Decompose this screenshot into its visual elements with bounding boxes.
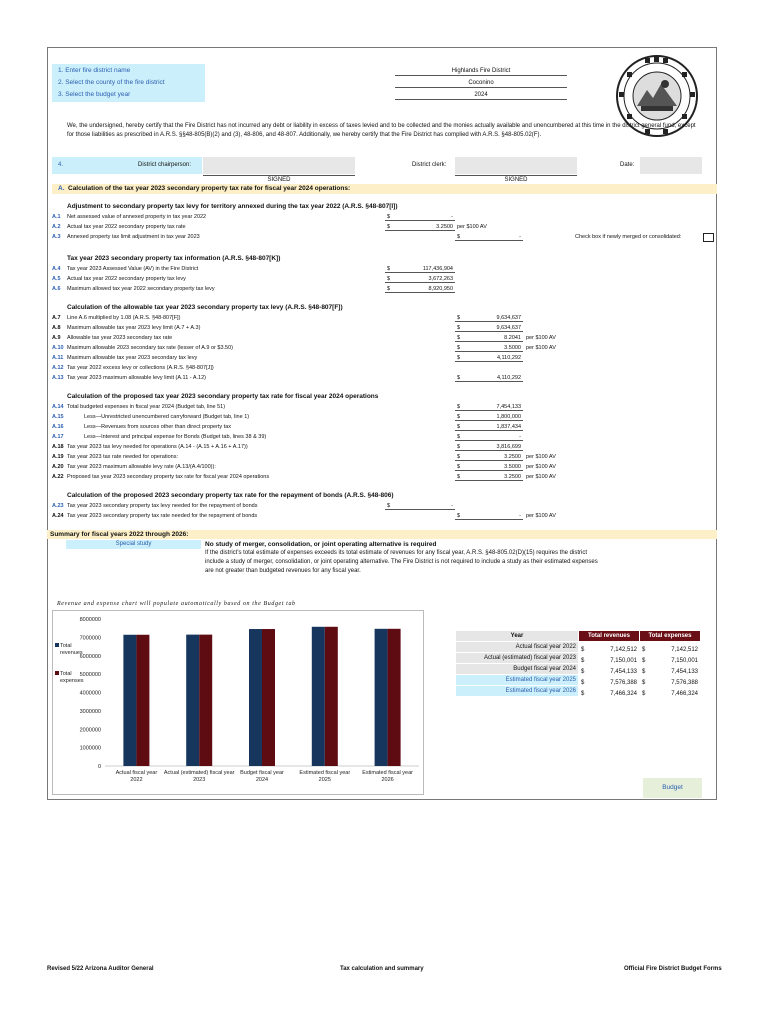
a10-unit: per $100 AV — [526, 345, 556, 351]
a20-value — [455, 463, 523, 471]
value-text: 7,142,512 — [610, 647, 637, 653]
a18-value — [455, 443, 523, 451]
a15-value — [455, 413, 523, 421]
year-header: Year — [456, 631, 579, 642]
row-desc: Tax year 2023 tax rate needed for operations: — [67, 454, 178, 460]
a2-value[interactable] — [385, 223, 455, 231]
row-desc: Maximum allowable tax year 2023 levy limit (A.7 + A.3) — [67, 325, 201, 331]
merged-check-label: Check box if newly merged or consolidated: — [575, 234, 682, 240]
dollar-sign: $ — [457, 444, 461, 450]
dollar-sign: $ — [387, 266, 391, 272]
row-desc: Line A.6 multiplied by 1.08 (A.R.S. §48-807[F]) — [67, 315, 181, 321]
footer-left: Revised 5/22 Arizona Auditor General — [47, 966, 154, 972]
legend-label: revenues — [60, 650, 83, 656]
y-tick-label: 4000000 — [79, 690, 101, 697]
budget-tab-button[interactable]: Budget — [643, 778, 702, 798]
row-desc: Maximum allowed tax year 2022 secondary property tax levy — [67, 286, 215, 292]
revenue-cell — [579, 686, 640, 697]
row-code: A.1 — [52, 214, 61, 220]
dollar-sign: $ — [457, 434, 461, 440]
clerk-label: District clerk: — [412, 162, 447, 168]
expense-cell — [640, 686, 701, 697]
legend-label: Total — [60, 671, 72, 677]
table-row — [456, 675, 701, 686]
year-cell: Actual fiscal year 2022 — [456, 642, 579, 653]
value-text: - — [451, 214, 453, 220]
row-code: A.18 — [52, 444, 64, 450]
study-text-2: include a study of merger, consolidation, or joint operating alternative. The Fire District is not required to include a study as their estimated expenses — [205, 559, 598, 565]
a9-unit: per $100 AV — [526, 335, 556, 341]
instructions-box — [52, 64, 205, 102]
value-text: 1,837,434 — [496, 424, 521, 430]
a22-value — [455, 473, 523, 481]
dollar-sign: $ — [387, 214, 391, 220]
value-text: 3.2500 — [436, 224, 453, 230]
dollar-sign: $ — [642, 647, 646, 653]
footer-center: Tax calculation and summary — [340, 966, 424, 972]
revenue-cell — [579, 675, 640, 686]
a19-value — [455, 453, 523, 461]
a13-value — [455, 374, 523, 382]
x-tick-label: Actual (estimated) fiscal year — [163, 770, 235, 776]
row-desc: Less—Revenues from sources other than direct property tax — [84, 424, 232, 430]
x-tick-label: Estimated fiscal year — [362, 770, 413, 776]
row-desc: Less—Unrestricted unencumbered carryforward (Budget tab, line 1) — [84, 414, 250, 420]
value-text: 4,110,292 — [496, 355, 521, 361]
value-text: 9,634,637 — [496, 325, 521, 331]
expense-cell — [640, 675, 701, 686]
row-code: A.14 — [52, 404, 64, 410]
value-text: 3.5000 — [504, 345, 521, 351]
dollar-sign: $ — [642, 658, 646, 664]
y-tick-label: 2000000 — [79, 727, 101, 734]
dollar-sign: $ — [387, 503, 391, 509]
dollar-sign: $ — [387, 286, 391, 292]
value-text: 7,150,001 — [610, 658, 637, 664]
bar-revenue — [375, 629, 388, 766]
bar-expense — [199, 635, 212, 766]
table-row — [456, 664, 701, 675]
row-code: A.11 — [52, 355, 64, 361]
value-text: 7,150,001 — [671, 658, 698, 664]
value-text: 3,672,263 — [428, 276, 453, 282]
legend-swatch — [55, 671, 59, 675]
summary-title: Summary for fiscal years 2022 through 2026: — [50, 531, 189, 538]
chart-note: Revenue and expense chart will populate automatically based on the Budget tab — [57, 601, 296, 607]
x-tick-label: 2024 — [255, 777, 269, 783]
a24-value — [455, 512, 523, 520]
legend-label: Total — [60, 643, 72, 649]
bar-revenue — [123, 635, 136, 766]
row-desc: Tax year 2023 maximum allowable levy rate (A.13/(A.4/100)): — [67, 464, 216, 470]
bar-expense — [136, 635, 149, 766]
district-name-field[interactable]: Highlands Fire District — [395, 67, 567, 76]
y-tick-label: 5000000 — [79, 672, 101, 679]
value-text: 7,576,388 — [671, 680, 698, 686]
a7-value — [455, 314, 523, 322]
dollar-sign: $ — [457, 315, 461, 321]
row-desc: Tax year 2023 Assessed Value (AV) in the Fire District — [67, 266, 199, 272]
county-field[interactable]: Coconino — [395, 79, 567, 88]
revenue-cell — [579, 664, 640, 675]
dollar-sign: $ — [457, 355, 461, 361]
sub2-title: Tax year 2023 secondary property tax information (A.R.S. §48-807[K]) — [67, 255, 281, 262]
a2-unit: per $100 AV — [457, 224, 487, 230]
row-desc: Annexed property tax limit adjustment in tax year 2023 — [67, 234, 200, 240]
merged-checkbox[interactable] — [703, 233, 714, 242]
dollar-sign: $ — [581, 691, 585, 697]
dollar-sign: $ — [581, 647, 585, 653]
dollar-sign: $ — [457, 513, 461, 519]
table-row — [456, 653, 701, 664]
section-a-title: Calculation of the tax year 2023 secondary property tax rate for fiscal year 2024 operations: — [68, 185, 351, 192]
row-code: A.7 — [52, 315, 61, 321]
row-code: A.22 — [52, 474, 64, 480]
dollar-sign: $ — [457, 454, 461, 460]
a16-value — [455, 423, 523, 431]
row-desc: Total budgeted expenses in fiscal year 2024 (Budget tab, line 51) — [67, 404, 226, 410]
expense-cell — [640, 642, 701, 653]
a4-value[interactable] — [385, 265, 455, 273]
bar-expense — [388, 629, 401, 766]
year-cell: Budget fiscal year 2024 — [456, 664, 579, 675]
dollar-sign: $ — [642, 669, 646, 675]
row-desc: Tax year 2022 excess levy or collections (A.R.S. §48-807[J]) — [67, 365, 214, 371]
date-label: Date: — [620, 162, 635, 168]
dollar-sign: $ — [387, 276, 391, 282]
revenue-expense-chart — [53, 611, 423, 794]
row-code: A.13 — [52, 375, 64, 381]
row-desc: Maximum allowable 2023 secondary tax rate (lesser of A.9 or $3.50) — [67, 345, 233, 351]
row-code: A.15 — [52, 414, 64, 420]
a24-unit: per $100 AV — [526, 513, 556, 519]
value-text: - — [519, 513, 521, 519]
value-text: 8,920,950 — [428, 286, 453, 292]
a9-value — [455, 334, 523, 342]
row-code: A.2 — [52, 224, 61, 230]
summary-table-header — [456, 631, 701, 642]
dollar-sign: $ — [457, 464, 461, 470]
expense-cell — [640, 664, 701, 675]
value-text: 7,142,512 — [671, 647, 698, 653]
value-text: 7,576,388 — [610, 680, 637, 686]
value-text: 7,454,133 — [671, 669, 698, 675]
expenses-header: Total expenses — [640, 631, 701, 642]
sub4-title: Calculation of the proposed tax year 2023 secondary property tax rate for fiscal year 2024 operations — [67, 393, 379, 400]
y-tick-label: 7000000 — [79, 635, 101, 642]
a19-unit: per $100 AV — [526, 454, 556, 460]
summary-header — [47, 530, 717, 539]
clerk-signature-field[interactable] — [455, 157, 577, 174]
dollar-sign: $ — [457, 414, 461, 420]
row-code: A.23 — [52, 503, 64, 509]
bar-expense — [262, 629, 275, 766]
row-code: A.6 — [52, 286, 61, 292]
year-cell: Estimated fiscal year 2026 — [456, 686, 579, 697]
y-tick-label: 8000000 — [79, 617, 101, 623]
value-text: 7,466,324 — [610, 691, 637, 697]
dollar-sign: $ — [642, 691, 646, 697]
value-text: 7,466,324 — [671, 691, 698, 697]
x-tick-label: 2026 — [381, 777, 394, 783]
special-study-badge: Special study — [66, 540, 201, 549]
value-text: 7,454,133 — [496, 404, 521, 410]
dollar-sign: $ — [457, 424, 461, 430]
value-text: - — [519, 234, 521, 240]
a10-value — [455, 344, 523, 352]
x-tick-label: Actual fiscal year — [115, 770, 158, 776]
section-a-header — [52, 184, 717, 194]
revenue-cell — [579, 642, 640, 653]
a22-unit: per $100 AV — [526, 474, 556, 480]
dollar-sign: $ — [581, 680, 585, 686]
instruction-3: 3. Select the budget year — [58, 91, 131, 98]
revenues-header: Total revenues — [579, 631, 640, 642]
revenue-cell — [579, 653, 640, 664]
value-text: - — [451, 503, 453, 509]
row-desc: Less—Interest and principal expense for Bonds (Budget tab, lines 38 & 39) — [84, 434, 267, 440]
legend-swatch — [55, 643, 59, 647]
a11-value — [455, 354, 523, 362]
value-text: 4,110,292 — [496, 375, 521, 381]
value-text: - — [519, 434, 521, 440]
a20-unit: per $100 AV — [526, 464, 556, 470]
a1-value[interactable] — [385, 213, 455, 221]
value-text: 3.5000 — [504, 464, 521, 470]
row-desc: Tax year 2023 tax levy needed for operations (A.14 - (A.15 + A.16 + A.17)) — [67, 444, 248, 450]
value-text: 117,436,904 — [422, 266, 453, 272]
bar-revenue — [312, 627, 325, 766]
x-tick-label: Estimated fiscal year — [299, 770, 351, 776]
value-text: 3.2500 — [504, 454, 521, 460]
bar-revenue — [186, 635, 199, 766]
x-tick-label: Budget fiscal year — [240, 770, 284, 776]
row-code: A.17 — [52, 434, 64, 440]
dollar-sign: $ — [457, 474, 461, 480]
row-code: A.3 — [52, 234, 61, 240]
row-desc: Allowable tax year 2023 secondary tax rate — [67, 335, 173, 341]
chair-label: District chairperson: — [138, 162, 192, 168]
a3-value — [455, 233, 523, 241]
row-code: A.5 — [52, 276, 61, 282]
a6-value[interactable] — [385, 285, 455, 293]
dollar-sign: $ — [642, 680, 646, 686]
value-text: 3.2500 — [504, 474, 521, 480]
clerk-signed: SIGNED — [455, 175, 577, 184]
y-tick-label: 0 — [97, 764, 101, 770]
table-row — [456, 642, 701, 653]
row-desc: Net assessed value of annexed property in tax year 2022 — [67, 214, 207, 220]
sub1-title: Adjustment to secondary property tax levy for territory annexed during the tax year 2022 (A.R.S. §48-807[I]) — [67, 203, 398, 210]
chart-container — [52, 610, 424, 795]
row-desc: Tax year 2023 maximum allowable levy limit (A.11 - A.12) — [67, 375, 206, 381]
dollar-sign: $ — [457, 325, 461, 331]
row-desc: Tax year 2023 secondary property tax levy needed for the repayment of bonds — [67, 503, 258, 509]
row-code: A.16 — [52, 424, 64, 430]
row-desc: Tax year 2023 secondary property tax rate needed for the repayment of bonds — [67, 513, 258, 519]
study-heading: No study of merger, consolidation, or joint operating alternative is required — [205, 541, 437, 548]
row-code: A.9 — [52, 335, 61, 341]
dollar-sign: $ — [457, 345, 461, 351]
study-text-1: If the district's total estimate of expenses exceeds its total estimate of revenues for any fiscal year, A.R.S. §48-805.02(D)(15) requires the district — [205, 550, 587, 556]
certification-text: We, the undersigned, hereby certify that the Fire District has not incurred any debt or liability in excess of taxes levied and to be collected and the monies actually available and unencumbered at this time in the district general fund, except for those liabilities as prescribed in A.R.S. §§48-805(B)(2) and (3), 48-806, and 48-807. Additionally, we hereby certify that the Fire District has complied with A.R.S. §48-805.02(F). — [67, 123, 696, 138]
row-desc: Proposed tax year 2023 secondary property tax rate for fiscal year 2024 operations — [67, 474, 270, 480]
legend-label: expenses — [60, 678, 84, 684]
expense-cell — [640, 653, 701, 664]
y-tick-label: 6000000 — [79, 653, 101, 660]
date-field[interactable] — [640, 157, 702, 174]
value-text: 8.2041 — [504, 335, 521, 341]
value-text: 7,454,133 — [610, 669, 637, 675]
year-cell: Estimated fiscal year 2025 — [456, 675, 579, 686]
bar-expense — [325, 627, 338, 766]
row-code: A.8 — [52, 325, 61, 331]
dollar-sign: $ — [457, 335, 461, 341]
dollar-sign: $ — [581, 669, 585, 675]
row-code: A.10 — [52, 345, 64, 351]
sub3-title: Calculation of the allowable tax year 2023 secondary property tax levy (A.R.S. §48-807[F]) — [67, 304, 343, 311]
value-text: 9,634,637 — [496, 315, 521, 321]
x-tick-label: 2023 — [193, 777, 206, 783]
row-code: A.20 — [52, 464, 64, 470]
x-tick-label: 2022 — [130, 777, 143, 783]
summary-table — [455, 630, 701, 697]
dollar-sign: $ — [457, 404, 461, 410]
dollar-sign: $ — [457, 375, 461, 381]
dollar-sign: $ — [457, 234, 461, 240]
study-text-3: are not greater than budgeted revenues for any fiscal year. — [205, 568, 361, 574]
bar-revenue — [249, 629, 262, 766]
a23-value[interactable] — [385, 502, 455, 510]
value-text: 3,816,699 — [496, 444, 521, 450]
step-4-label: 4. — [58, 162, 64, 168]
row-code: A.19 — [52, 454, 64, 460]
section-a-code: A. — [58, 185, 65, 192]
sub5-title: Calculation of the proposed 2023 secondary property tax rate for the repayment of bonds (A.R.S. §48-806) — [67, 492, 394, 499]
instruction-1: 1. Enter fire district name — [58, 67, 131, 74]
instruction-2: 2. Select the county of the fire district — [58, 79, 165, 86]
budget-year-field[interactable]: 2024 — [395, 91, 567, 100]
row-code: A.4 — [52, 266, 61, 272]
row-desc: Actual tax year 2022 secondary property tax levy — [67, 276, 186, 282]
row-desc: Maximum allowable tax year 2023 secondary tax levy — [67, 355, 198, 361]
y-tick-label: 1000000 — [79, 745, 101, 752]
value-text: 1,800,000 — [496, 414, 521, 420]
year-cell: Actual (estimated) fiscal year 2023 — [456, 653, 579, 664]
y-tick-label: 3000000 — [79, 708, 101, 715]
chair-signature-field[interactable] — [203, 157, 355, 174]
dollar-sign: $ — [581, 658, 585, 664]
a17-value — [455, 433, 523, 441]
a14-value — [455, 403, 523, 411]
row-code: A.12 — [52, 365, 64, 371]
a5-value[interactable] — [385, 275, 455, 283]
row-code: A.24 — [52, 513, 64, 519]
table-row — [456, 686, 701, 697]
x-tick-label: 2025 — [318, 777, 331, 783]
row-desc: Actual tax year 2022 secondary property tax rate — [67, 224, 186, 230]
a8-value — [455, 324, 523, 332]
chair-signed: SIGNED — [203, 175, 355, 184]
dollar-sign: $ — [387, 224, 391, 230]
footer-right: Official Fire District Budget Forms — [624, 966, 722, 972]
